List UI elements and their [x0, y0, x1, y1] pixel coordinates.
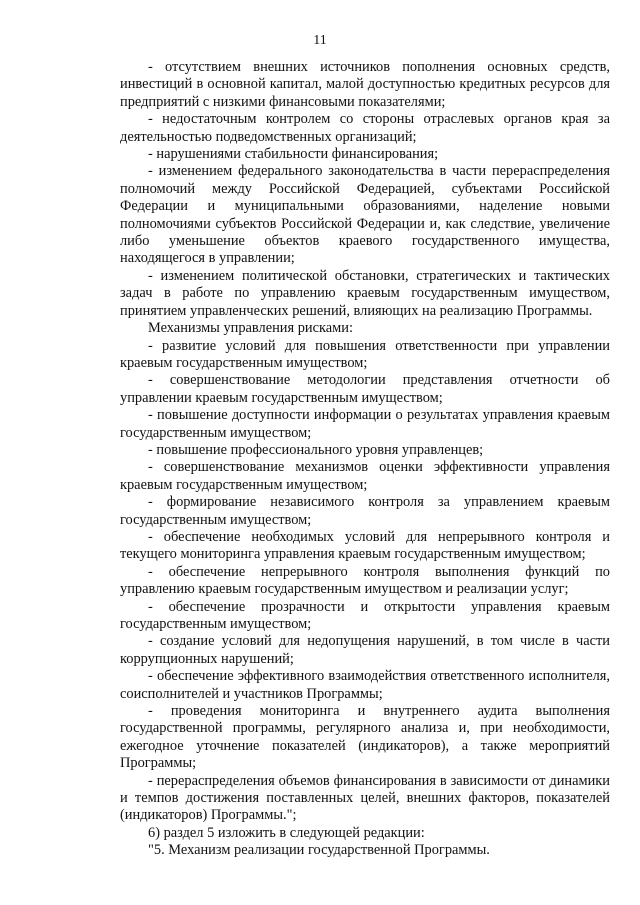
risk-mechanism-paragraph: - обеспечение эффективного взаимодействия ответственного исполнителя, соисполнителей и участников Программы;: [120, 668, 610, 702]
amendment-item: 6) раздел 5 изложить в следующей редакции:: [148, 824, 425, 841]
document-body: [120, 59, 610, 860]
risk-mechanism-paragraph: - совершенствование методологии представления отчетности об управлении краевым государственным имуществом;: [120, 372, 610, 406]
risk-factor-paragraph: - изменением федерального законодательства в части перераспределения полномочий между Российской Федерацией, субъектами Российской Федерации и муниципальными образованиями, наделение новыми полномочиями субъектов Российской Федерации и, как следствие, увеличение либо уменьшение объектов краевого государственного имущества, находящегося в управлении;: [120, 163, 610, 267]
risk-mechanism-paragraph: - проведения мониторинга и внутреннего аудита выполнения государственной программы, регулярного анализа и, при необходимости, ежегодное уточнение показателей (индикаторов), а также мероприятий Программы;: [120, 703, 610, 772]
section-heading: "5. Механизм реализации государственной Программы.: [148, 842, 490, 859]
risk-mechanism-paragraph: - обеспечение непрерывного контроля выполнения функций по управлению краевым государственным имуществом и реализации услуг;: [120, 563, 610, 598]
risk-mechanism-paragraph: - повышение профессионального уровня управленцев;: [148, 441, 484, 458]
risk-factor-paragraph: - недостаточным контролем со стороны отраслевых органов края за деятельностью подведомственных организаций;: [120, 111, 610, 145]
risk-mechanism-paragraph: - обеспечение необходимых условий для непрерывного контроля и текущего мониторинга управления краевым государственным имуществом;: [120, 528, 610, 563]
risk-factor-paragraph: - отсутствием внешних источников пополнения основных средств, инвестиций в основной капитал, малой доступностью кредитных ресурсов для предприятий с низкими финансовыми показателями;: [120, 59, 610, 110]
risk-mechanism-paragraph: - формирование независимого контроля за управлением краевым государственным имуществом;: [120, 494, 610, 528]
risk-factor-paragraph: - изменением политической обстановки, стратегических и тактических задач в работе по управлению краевым государственным имуществом, принятием управленческих решений, влияющих на реализацию Программы.: [120, 267, 610, 319]
risk-mechanism-paragraph: - создание условий для недопущения нарушений, в том числе в части коррупционных нарушений;: [120, 633, 610, 667]
risk-mechanism-paragraph: - совершенствование механизмов оценки эффективности управления краевым государственным имуществом;: [120, 459, 610, 493]
risk-mechanism-paragraph: - обеспечение прозрачности и открытости управления краевым государственным имуществом;: [120, 598, 610, 632]
risk-mechanism-paragraph: - перераспределения объемов финансирования в зависимости от динамики и темпов достижения поставленных целей, внешних факторов, показателей (индикаторов) Программы.";: [120, 772, 610, 824]
risk-management-heading: Механизмы управления рисками:: [148, 320, 353, 337]
risk-factor-paragraph: - нарушениями стабильности финансирования;: [148, 146, 439, 163]
page-number: 11: [313, 33, 327, 48]
risk-mechanism-paragraph: - повышение доступности информации о результатах управления краевым государственным имуществом;: [120, 407, 610, 441]
risk-mechanism-paragraph: - развитие условий для повышения ответственности при управлении краевым государственным имуществом;: [120, 337, 610, 371]
